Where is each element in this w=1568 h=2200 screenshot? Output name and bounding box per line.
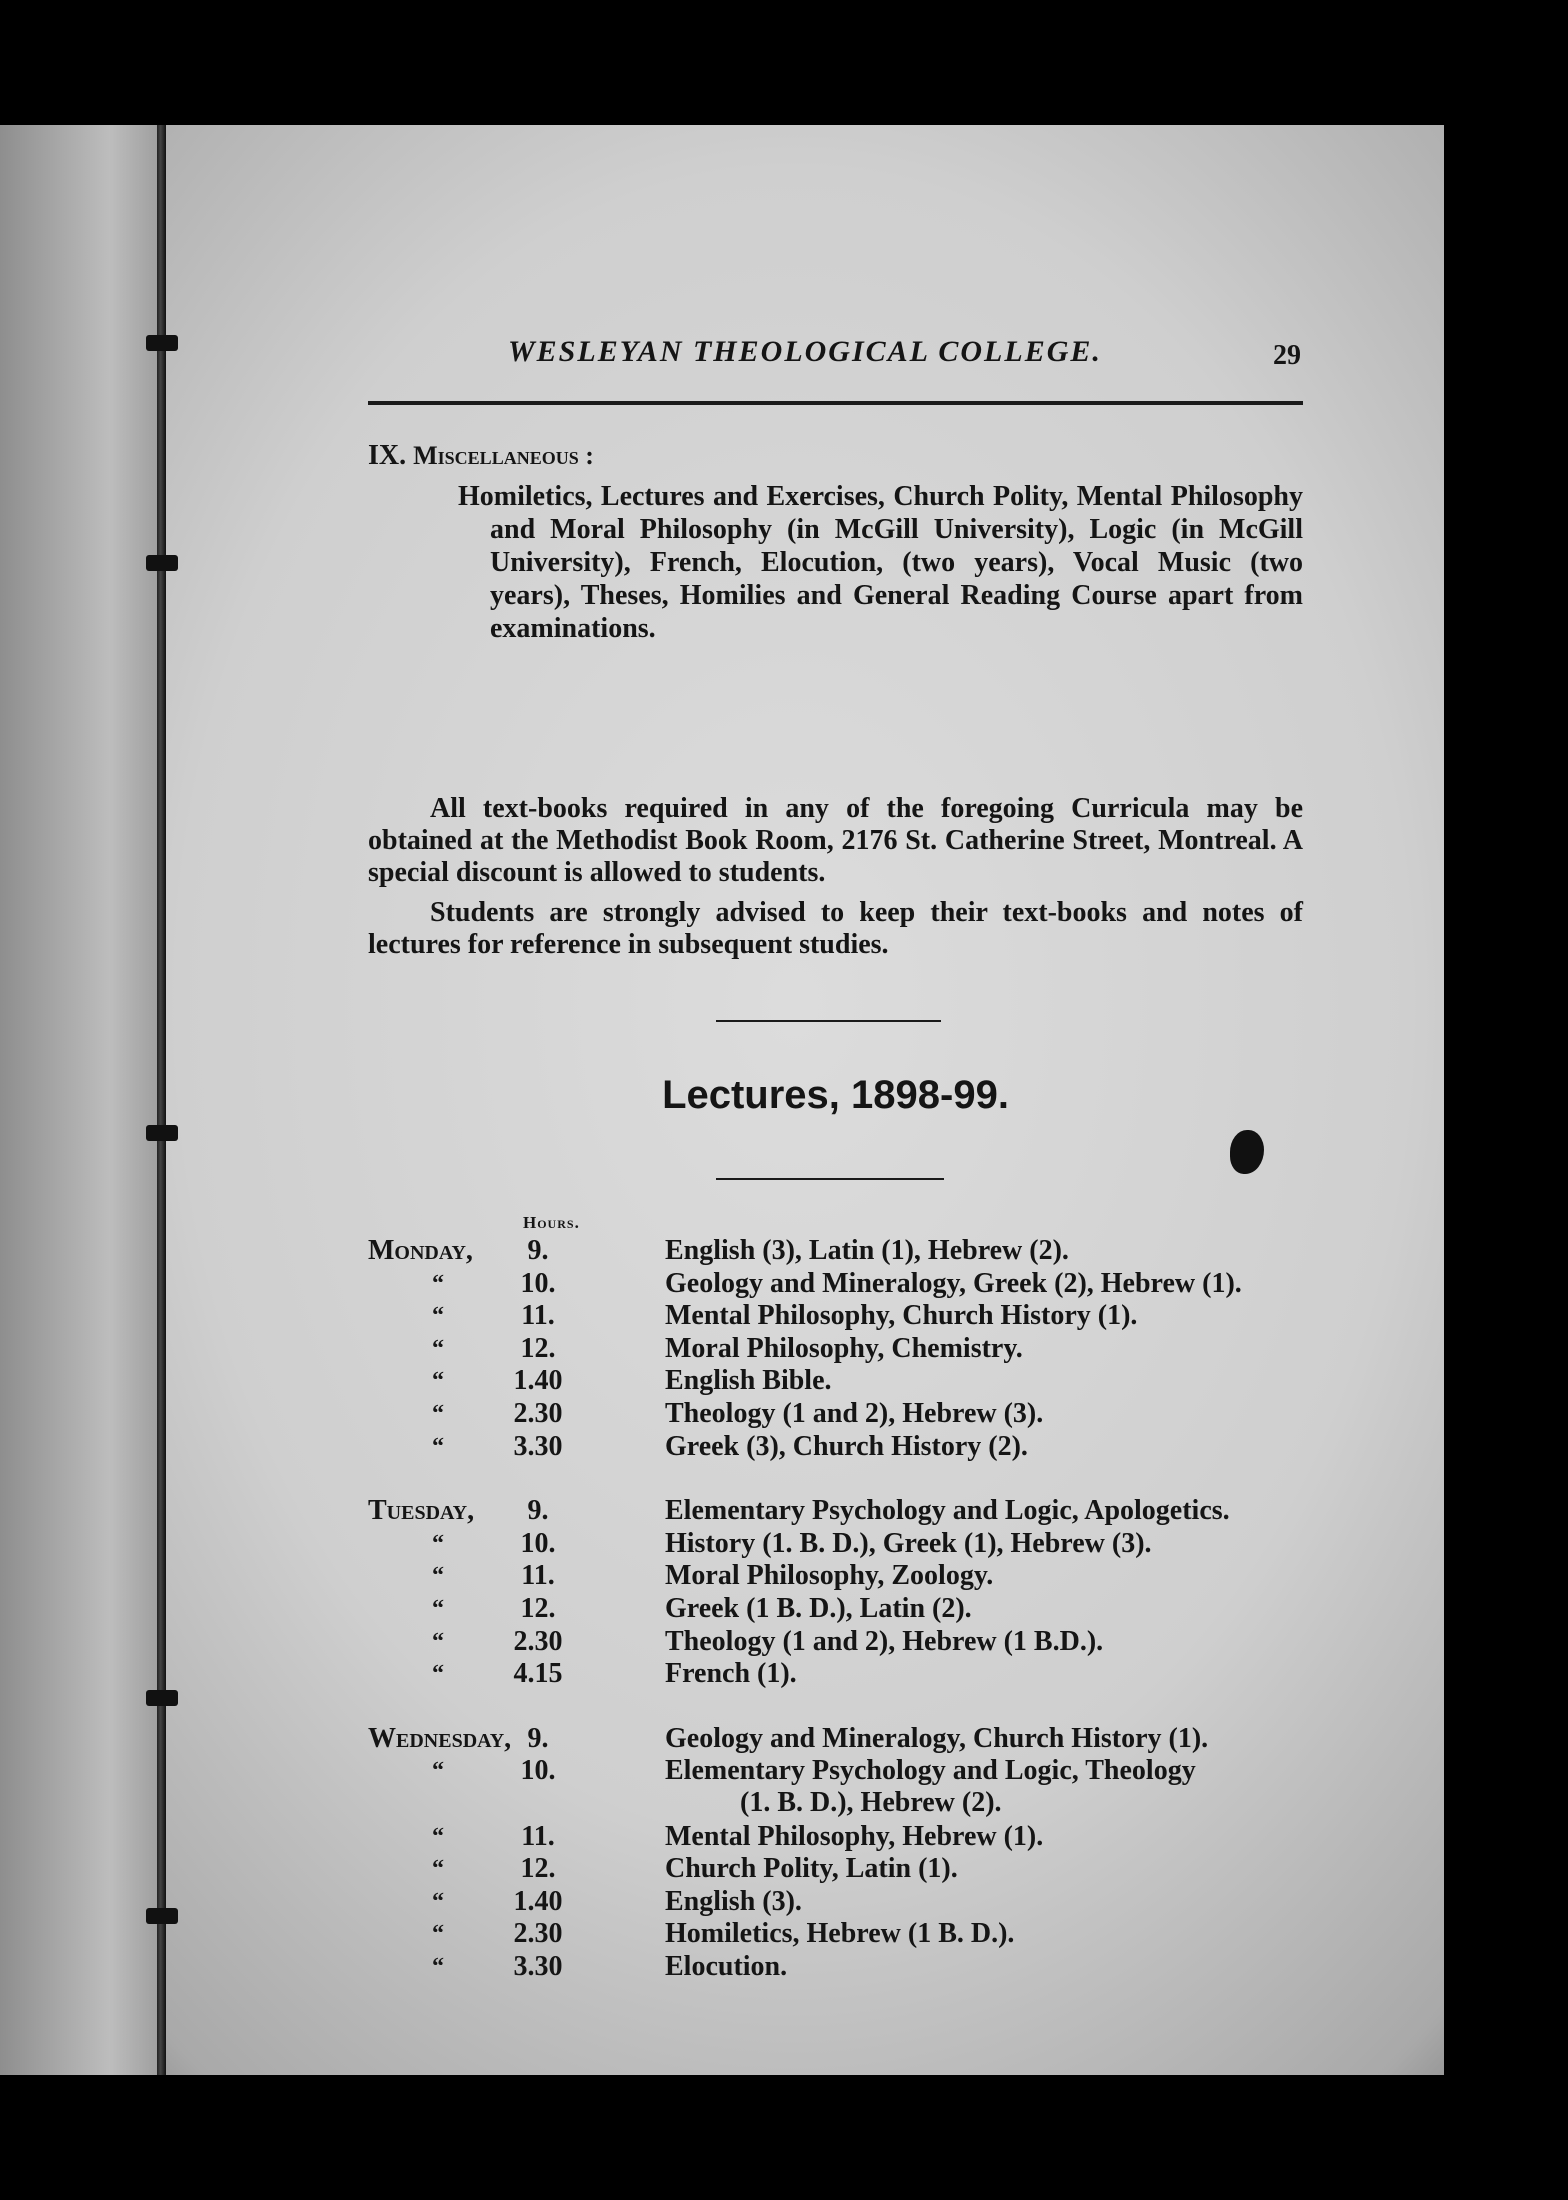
ditto-mark: “ xyxy=(432,1661,444,1688)
subject-cell: Homiletics, Hebrew (1 B. D.). xyxy=(665,1918,1015,1950)
hour-cell: 3.30 xyxy=(513,1430,563,1462)
subject-cell: Church Polity, Latin (1). xyxy=(665,1853,958,1885)
hour-cell: 9. xyxy=(527,1235,549,1266)
hour-cell: 2.30 xyxy=(513,1625,563,1657)
hour-cell: 11. xyxy=(521,1820,555,1852)
ditto-mark: “ xyxy=(432,1954,444,1980)
hour-cell: 3.30 xyxy=(513,1951,563,1982)
running-head: WESLEYAN THEOLOGICAL COLLEGE. xyxy=(508,335,1102,368)
hour-cell: 10. xyxy=(520,1755,556,1787)
ditto-mark: “ xyxy=(432,1270,444,1297)
ditto-mark: “ xyxy=(432,1368,444,1395)
hour-cell: 12. xyxy=(520,1593,556,1624)
subject-cell: French (1). xyxy=(665,1658,797,1690)
hour-cell: 2.30 xyxy=(513,1918,563,1950)
ditto-mark: “ xyxy=(432,1401,444,1427)
subject-cell: Geology and Mineralogy, Church History (1). xyxy=(665,1722,1209,1754)
hour-cell: 11. xyxy=(521,1560,555,1592)
binding-stitch xyxy=(146,1690,178,1706)
page-number: 29 xyxy=(1273,340,1301,371)
hour-cell: 4.15 xyxy=(513,1658,563,1690)
subject-cell: Elementary Psychology and Logic, Theology xyxy=(665,1755,1196,1787)
day-label: Wednesday, xyxy=(368,1722,512,1754)
day-label: Monday, xyxy=(368,1235,473,1266)
hour-cell: 10. xyxy=(520,1267,556,1299)
subject-cell: Elementary Psychology and Logic, Apologetics. xyxy=(665,1495,1230,1527)
hour-cell: 10. xyxy=(520,1527,556,1559)
ditto-mark: “ xyxy=(432,1530,444,1557)
ditto-mark: “ xyxy=(432,1921,444,1948)
header-rule xyxy=(368,401,1303,405)
book-spine xyxy=(157,125,166,2075)
subject-cell: Greek (3), Church History (2). xyxy=(665,1430,1028,1462)
ditto-mark: “ xyxy=(432,1563,444,1590)
ditto-mark: “ xyxy=(432,1628,444,1655)
subject-cell: Mental Philosophy, Church History (1). xyxy=(665,1300,1138,1332)
ditto-mark: “ xyxy=(432,1758,444,1785)
binding-stitch xyxy=(146,335,178,351)
ditto-mark: “ xyxy=(432,1335,444,1362)
divider-rule xyxy=(716,1178,944,1180)
ditto-mark: “ xyxy=(432,1823,444,1850)
subject-continuation: (1. B. D.), Hebrew (2). xyxy=(740,1787,1002,1819)
subject-cell: Theology (1 and 2), Hebrew (1 B.D.). xyxy=(665,1625,1104,1657)
hour-cell: 2.30 xyxy=(513,1398,563,1429)
hour-cell: 11. xyxy=(521,1300,555,1332)
day-label: Tuesday, xyxy=(368,1495,475,1527)
ditto-mark: “ xyxy=(432,1856,444,1883)
binding-stitch xyxy=(146,1125,178,1141)
hour-cell: 1.40 xyxy=(513,1365,563,1397)
advice-paragraph: Students are strongly advised to keep their text-books and notes of lectures for reference in subsequent studies. xyxy=(368,897,1303,960)
subject-cell: English Bible. xyxy=(665,1365,832,1397)
subject-cell: History (1. B. D.), Greek (1), Hebrew (3). xyxy=(665,1527,1152,1559)
subject-cell: Mental Philosophy, Hebrew (1). xyxy=(665,1820,1044,1852)
divider-rule xyxy=(716,1020,941,1022)
subject-cell: Moral Philosophy, Chemistry. xyxy=(665,1332,1023,1364)
ditto-mark: “ xyxy=(432,1596,444,1622)
binding-stitch xyxy=(146,1908,178,1924)
subject-cell: Geology and Mineralogy, Greek (2), Hebrew (1). xyxy=(665,1267,1242,1299)
section-heading xyxy=(368,440,594,472)
subject-cell: English (3), Latin (1), Hebrew (2). xyxy=(665,1235,1069,1266)
section-numeral: IX. xyxy=(368,440,407,471)
subject-cell: English (3). xyxy=(665,1885,802,1917)
hour-cell: 12. xyxy=(520,1332,556,1364)
hour-cell: 9. xyxy=(527,1495,549,1527)
hour-cell: 1.40 xyxy=(513,1885,563,1917)
subject-cell: Elocution. xyxy=(665,1951,788,1982)
hours-column-header: Hours. xyxy=(523,1213,580,1232)
section-body: Homiletics, Lectures and Exercises, Church Polity, Mental Philosophy and Moral Philosophy (in McGill University), Logic (in McGill University), French, Elocution, (two years), Vocal Music (two years), Theses, Homilies and General Reading Course apart from examinations. xyxy=(458,481,1303,644)
subject-cell: Moral Philosophy, Zoology. xyxy=(665,1560,994,1592)
ditto-mark: “ xyxy=(432,1888,444,1915)
ditto-mark: “ xyxy=(432,1433,444,1460)
scanned-page xyxy=(0,125,1444,2075)
facing-page-edge xyxy=(0,125,157,2075)
binding-stitch xyxy=(146,555,178,571)
ditto-mark: “ xyxy=(432,1303,444,1330)
ink-blot xyxy=(1230,1130,1264,1174)
subject-cell: Theology (1 and 2), Hebrew (3). xyxy=(665,1398,1044,1429)
subject-cell: Greek (1 B. D.), Latin (2). xyxy=(665,1593,972,1624)
section-title: Miscellaneous : xyxy=(413,441,594,470)
lectures-title: Lectures, 1898-99. xyxy=(662,1073,1009,1117)
textbooks-paragraph: All text-books required in any of the foregoing Curricula may be obtained at the Methodist Book Room, 2176 St. Catherine Street, Montreal. A special discount is allowed to students. xyxy=(368,793,1303,888)
hour-cell: 12. xyxy=(520,1853,556,1885)
hour-cell: 9. xyxy=(527,1722,549,1754)
